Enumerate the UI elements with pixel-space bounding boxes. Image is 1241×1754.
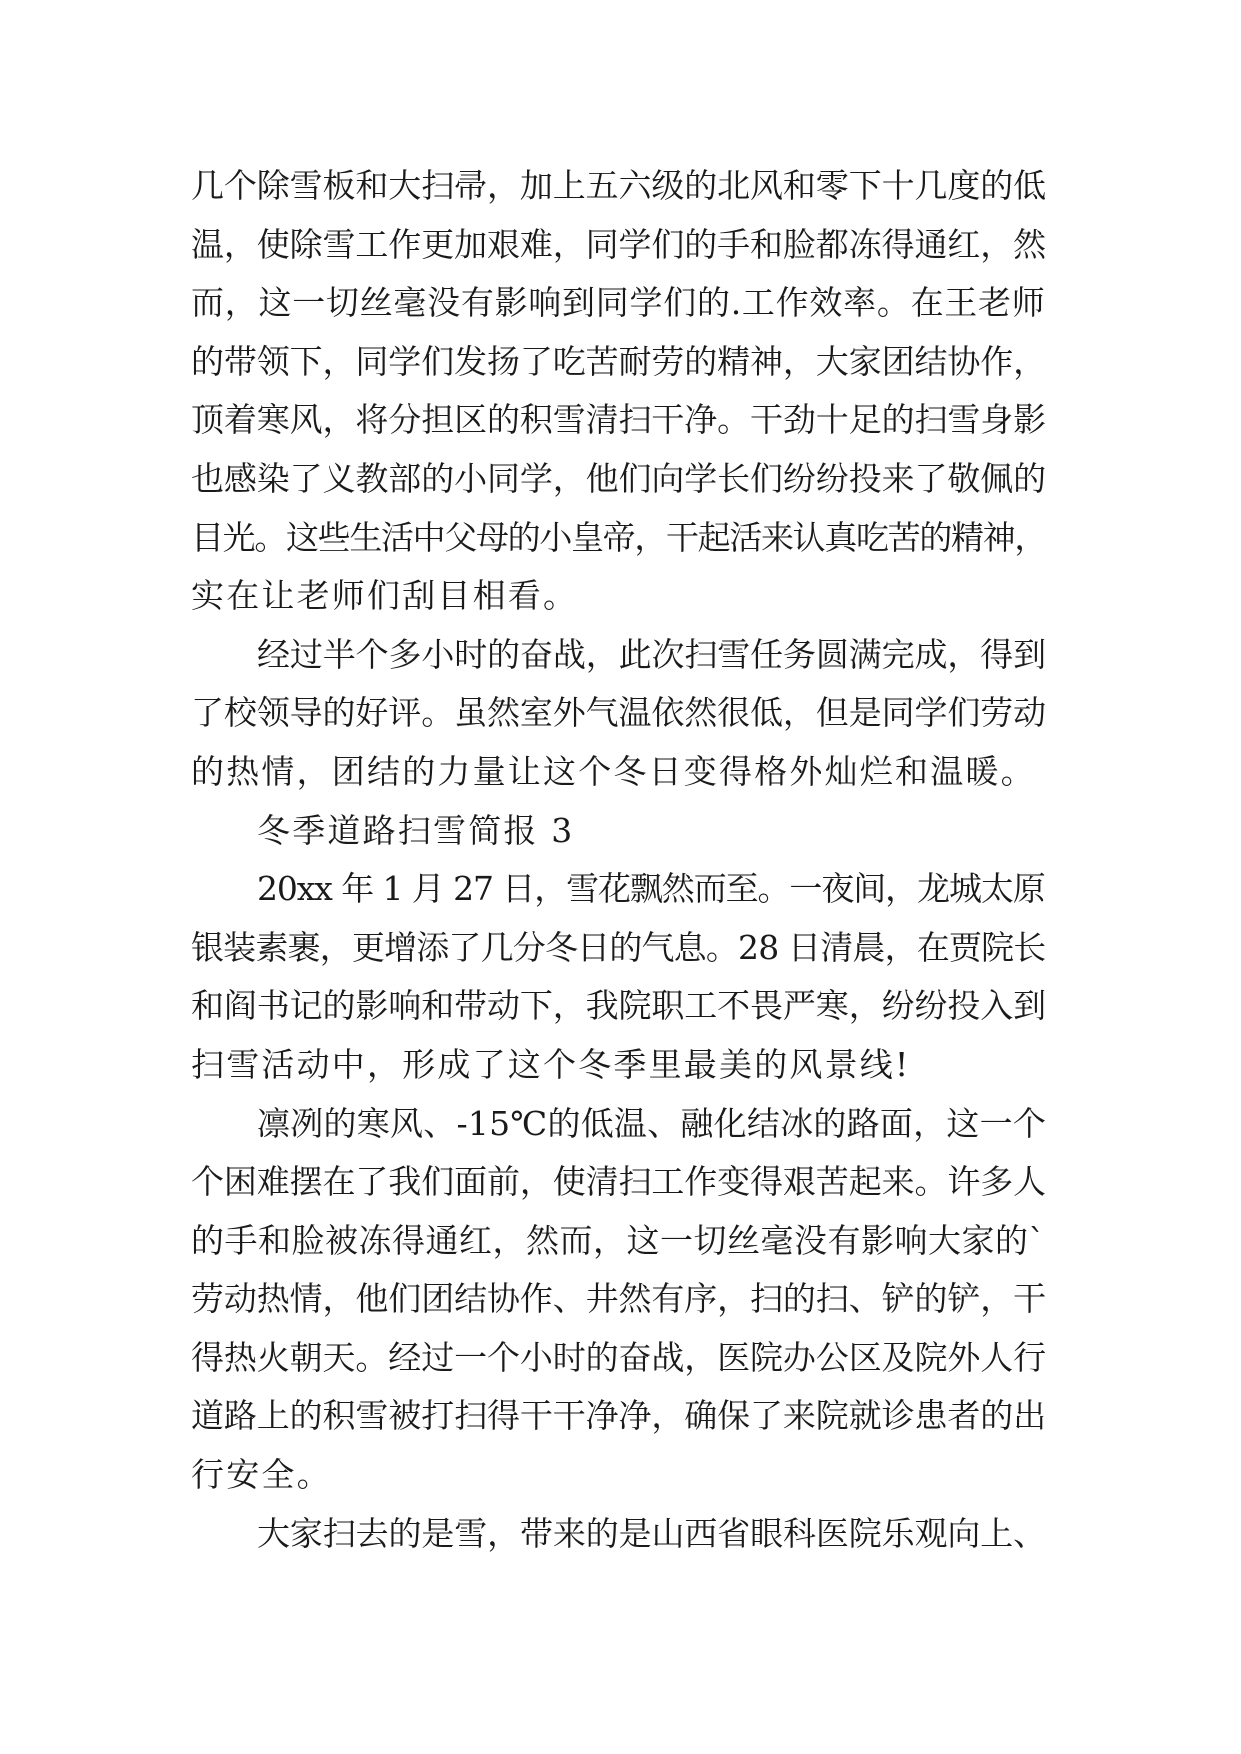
text-line-22: 道路上的积雪被打扫得干干净净，确保了来院就诊患者的出 (191, 1396, 1047, 1436)
text-line-16: 扫雪活动中，形成了这个冬季里最美的风景线! (191, 1044, 911, 1084)
text-line-14: 银装素裹，更增添了几分冬日的气息。28 日清晨，在贾院长 (191, 927, 1046, 967)
text-line-6: 也感染了义教部的小同学，他们向学长们纷纷投来了敬佩的 (191, 458, 1047, 498)
text-line-7: 目光。这些生活中父母的小皇帝，干起活来认真吃苦的精神， (191, 517, 1047, 557)
document-body (191, 157, 1051, 1563)
text-line-11: 的热情，团结的力量让这个冬日变得格外灿烂和温暖。 (191, 751, 1036, 791)
text-line-20: 劳动热情，他们团结协作、井然有序，扫的扫、铲的铲，干 (191, 1279, 1047, 1319)
text-line-21: 得热火朝天。经过一个小时的奋战，医院办公区及院外人行 (191, 1337, 1047, 1377)
text-line-10: 了校领导的好评。虽然室外气温依然很低，但是同学们劳动 (191, 693, 1047, 733)
text-line-3: 而，这一切丝毫没有影响到同学们的.工作效率。在王老师 (191, 283, 1046, 323)
text-line-5: 顶着寒风，将分担区的积雪清扫干净。干劲十足的扫雪身影 (191, 400, 1047, 440)
text-line-23: 行安全。 (191, 1455, 332, 1495)
text-line-4: 的带领下，同学们发扬了吃苦耐劳的精神，大家团结协作， (191, 341, 1047, 381)
text-line-24: 大家扫去的是雪，带来的是山西省眼科医院乐观向上、 (257, 1513, 1046, 1553)
text-line-8: 实在让老师们刮目相看。 (191, 576, 579, 616)
text-line-13: 20xx 年 1 月 27 日，雪花飘然而至。一夜间，龙城太原 (257, 869, 1045, 909)
text-line-2: 温，使除雪工作更加艰难，同学们的手和脸都冻得通红，然 (191, 224, 1047, 264)
text-line-9: 经过半个多小时的奋战，此次扫雪任务圆满完成，得到 (257, 634, 1046, 674)
text-line-19: 的手和脸被冻得通红，然而，这一切丝毫没有影响大家的` (191, 1220, 1046, 1260)
text-line-1: 几个除雪板和大扫帚，加上五六级的北风和零下十几度的低 (191, 166, 1047, 205)
section-heading: 冬季道路扫雪简报 3 (257, 810, 575, 850)
text-line-17: 凛冽的寒风、-15℃的低温、融化结冰的路面，这一个 (257, 1103, 1047, 1143)
text-line-18: 个困难摆在了我们面前，使清扫工作变得艰苦起来。许多人 (191, 1162, 1047, 1202)
text-line-15: 和阎书记的影响和带动下，我院职工不畏严寒，纷纷投入到 (191, 986, 1047, 1026)
